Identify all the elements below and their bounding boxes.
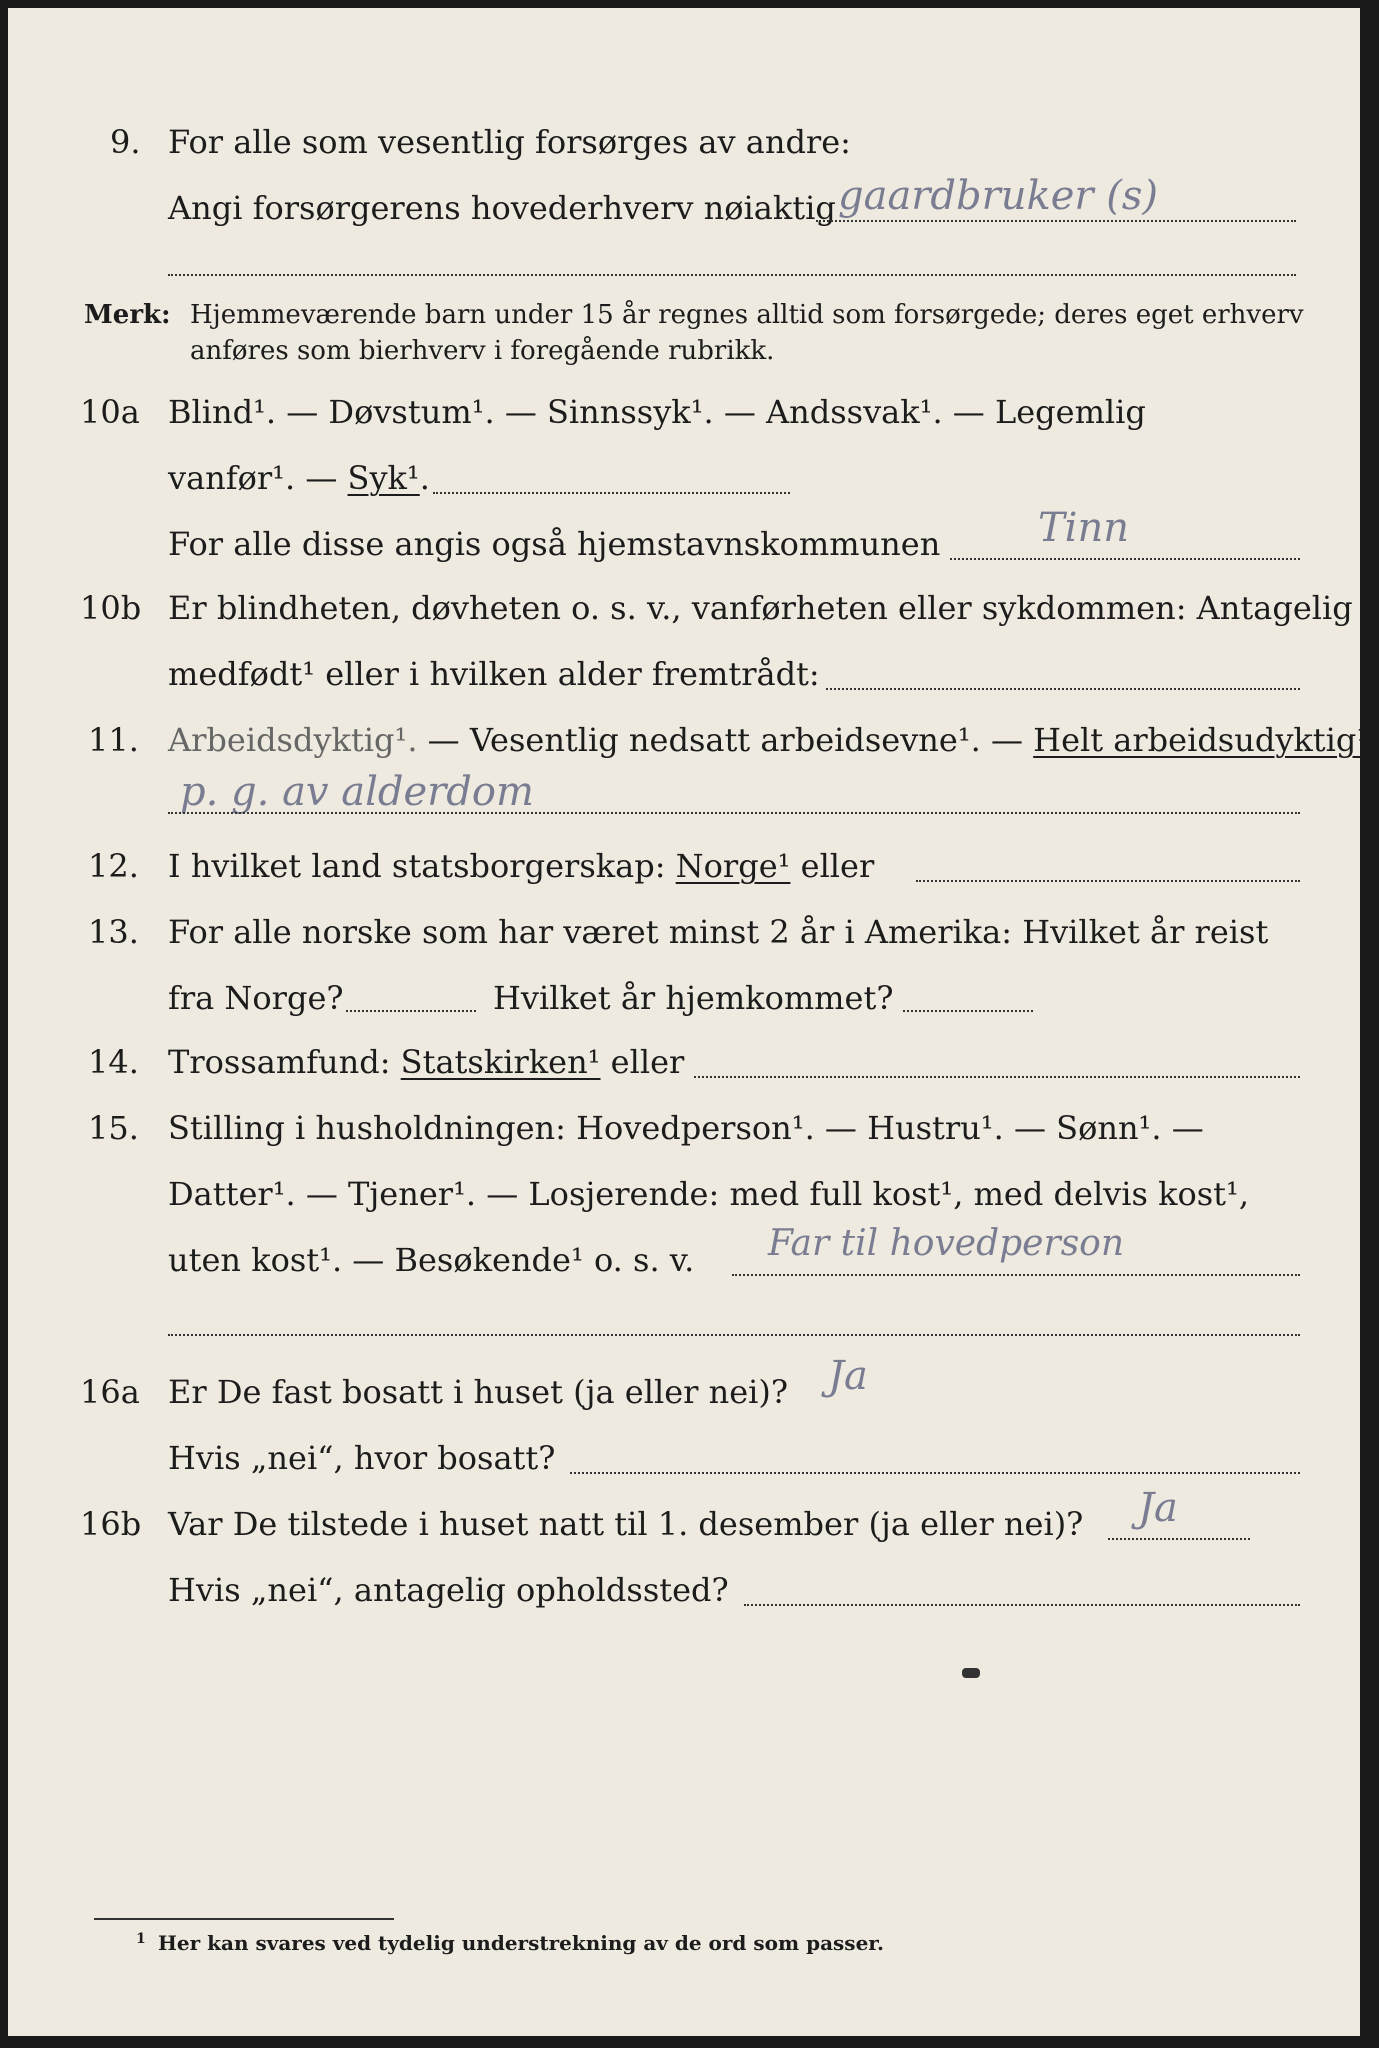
q16b-line1: Var De tilstede i huset natt til 1. desember (ja eller nei)? bbox=[168, 1505, 1084, 1543]
q14-number: 14. bbox=[88, 1043, 139, 1081]
q9-line2: Angi forsørgerens hovederhverv nøiaktig bbox=[168, 189, 836, 227]
q13-hjemkommet-line bbox=[903, 1010, 1033, 1012]
q16a-handwritten-answer[interactable]: Ja bbox=[828, 1353, 868, 1399]
q10a-line1: Blind¹. — Døvstum¹. — Sinnssyk¹. — Andssvak¹. — Legemlig bbox=[168, 393, 1146, 431]
q13-hjemkommet-label: Hvilket år hjemkommet? bbox=[493, 979, 894, 1017]
footnote-rule bbox=[94, 1918, 394, 1920]
q13-reist-line bbox=[346, 1010, 476, 1012]
q12-norge-underlined[interactable]: Norge¹ bbox=[675, 847, 791, 885]
q10b-line1: Er blindheten, døvheten o. s. v., vanførheten eller sykdommen: Antagelig bbox=[168, 589, 1353, 627]
ink-blot bbox=[962, 1668, 980, 1678]
q16b-number: 16b bbox=[80, 1505, 142, 1543]
footnote-text: Her kan svares ved tydelig understrekning av de ord som passer. bbox=[158, 1931, 884, 1955]
q15-number: 15. bbox=[88, 1109, 139, 1147]
q9-answer-line bbox=[816, 220, 1296, 222]
q15-handwritten-answer[interactable]: Far til hovedperson bbox=[768, 1223, 1125, 1264]
q14-question: Trossamfund: bbox=[168, 1043, 401, 1081]
q10b-line2: medfødt¹ eller i hvilken alder fremtrådt: bbox=[168, 655, 820, 693]
q10a-number: 10a bbox=[80, 393, 140, 431]
q10a-answer-line bbox=[950, 558, 1300, 560]
q15-line2: Datter¹. — Tjener¹. — Losjerende: med full kost¹, med delvis kost¹, bbox=[168, 1175, 1250, 1213]
q12-number: 12. bbox=[88, 847, 139, 885]
q12-answer-line bbox=[916, 880, 1300, 882]
q13-reist-label: fra Norge? bbox=[168, 979, 344, 1017]
q11-handwritten-answer[interactable]: p. g. av alderdom bbox=[180, 769, 534, 815]
q10a-handwritten-answer[interactable]: Tinn bbox=[1038, 505, 1129, 551]
q13-number: 13. bbox=[88, 913, 139, 951]
q16b-line2: Hvis „nei“, antagelig opholdssted? bbox=[168, 1571, 729, 1609]
q15-answer-line bbox=[732, 1274, 1300, 1276]
q9-extra-line bbox=[168, 274, 1296, 276]
note-line2: anføres som bierhverv i foregående rubrikk. bbox=[190, 336, 775, 366]
note-label: Merk: bbox=[84, 300, 171, 330]
footnote-marker: 1 bbox=[136, 1931, 146, 1947]
q10a-line3: For alle disse angis også hjemstavnskommunen bbox=[168, 525, 941, 563]
q11-option-arbeidsdyktig[interactable]: Arbeidsdyktig¹. bbox=[168, 721, 418, 759]
q9-line1: For alle som vesentlig forsørges av andre: bbox=[168, 123, 851, 161]
q16b-answer-line bbox=[1108, 1538, 1250, 1540]
q10a-vanfor: vanfør¹. — bbox=[168, 459, 348, 497]
q16a-line1: Er De fast bosatt i huset (ja eller nei)? bbox=[168, 1373, 789, 1411]
q15-extra-line bbox=[168, 1334, 1300, 1336]
q10b-number: 10b bbox=[80, 589, 142, 627]
q12-question: I hvilket land statsborgerskap: bbox=[168, 847, 676, 885]
q9-number: 9. bbox=[110, 123, 141, 161]
q10a-syk-line bbox=[433, 492, 790, 494]
q13-line1: For alle norske som har været minst 2 år i Amerika: Hvilket år reist bbox=[168, 913, 1269, 951]
q14-answer-line bbox=[694, 1076, 1300, 1078]
census-form-page: 9. For alle som vesentlig forsørges av andre: Angi forsørgerens hovederhverv nøiaktig gaardbruker (s) Merk: Hjemmeværende barn under 15 år regnes alltid som forsørgede; deres eget erhverv anføres som bierhverv i foregående rubrikk. 10a Blind¹. — Døvstum¹. — Sinnssyk¹. — Andssvak¹. — Legemlig vanfør¹. — Syk¹. For alle disse angis også hjemstavnskommunen Tinn 10b Er blindheten, døvheten o. s. v., vanførheten eller sykdommen: Antagelig medfødt¹ eller i hvilken alder fremtrådt: 11. Arbeidsdyktig¹. — Vesentlig nedsatt arbeidsevne¹. — Helt arbeidsudyktig¹. p. g. av alderdom 12. I hvilket land statsborgerskap: Norge¹ eller 13. For alle norske som har været minst 2 år i Amerika: Hvilket år reist fra Norge? Hvilket år hjemkommet? 14. Trossamfund: Statskirken¹ eller 15. Stilling i husholdningen: Hovedperson¹. — Hustru¹. — Sønn¹. — Datter¹. — Tjener¹. — Losjerende: med full kost¹, med delvis kost¹, uten kost¹. — Besøkende¹ o. s. v. Far til hovedperson 16a Er De fast bosatt i huset (ja eller nei)? Ja Hvis „nei“, hvor bosatt? 16b Var De tilstede i huset natt til 1. desember (ja eller nei)? Ja Hvis „nei“, antagelig opholdssted? 1 Her kan svares ved tydelig understrekning av de ord som passer. bbox=[8, 8, 1360, 2036]
q14-statskirken-underlined[interactable]: Statskirken¹ bbox=[400, 1043, 601, 1081]
q10b-answer-line bbox=[826, 688, 1300, 690]
q11-option-nedsatt[interactable]: — Vesentlig nedsatt arbeidsevne¹. — bbox=[417, 721, 1034, 759]
q16a-bosatt-line bbox=[570, 1472, 1300, 1474]
q16a-line2: Hvis „nei“, hvor bosatt? bbox=[168, 1439, 556, 1477]
q11-number: 11. bbox=[88, 721, 139, 759]
q15-line3: uten kost¹. — Besøkende¹ o. s. v. bbox=[168, 1241, 695, 1279]
q16a-number: 16a bbox=[80, 1373, 140, 1411]
q9-handwritten-answer[interactable]: gaardbruker (s) bbox=[838, 173, 1158, 219]
q15-line1: Stilling i husholdningen: Hovedperson¹. — Hustru¹. — Sønn¹. — bbox=[168, 1109, 1204, 1147]
note-line1: Hjemmeværende barn under 15 år regnes alltid som forsørgede; deres eget erhverv bbox=[190, 300, 1304, 330]
q11-answer-line bbox=[168, 812, 1300, 814]
q10a-syk-underlined[interactable]: Syk¹ bbox=[347, 459, 420, 497]
q11-option-helt-udyktig-underlined[interactable]: Helt arbeidsudyktig¹ bbox=[1033, 721, 1370, 759]
q16b-handwritten-answer[interactable]: Ja bbox=[1138, 1485, 1178, 1531]
q16b-opholdssted-line bbox=[744, 1604, 1300, 1606]
